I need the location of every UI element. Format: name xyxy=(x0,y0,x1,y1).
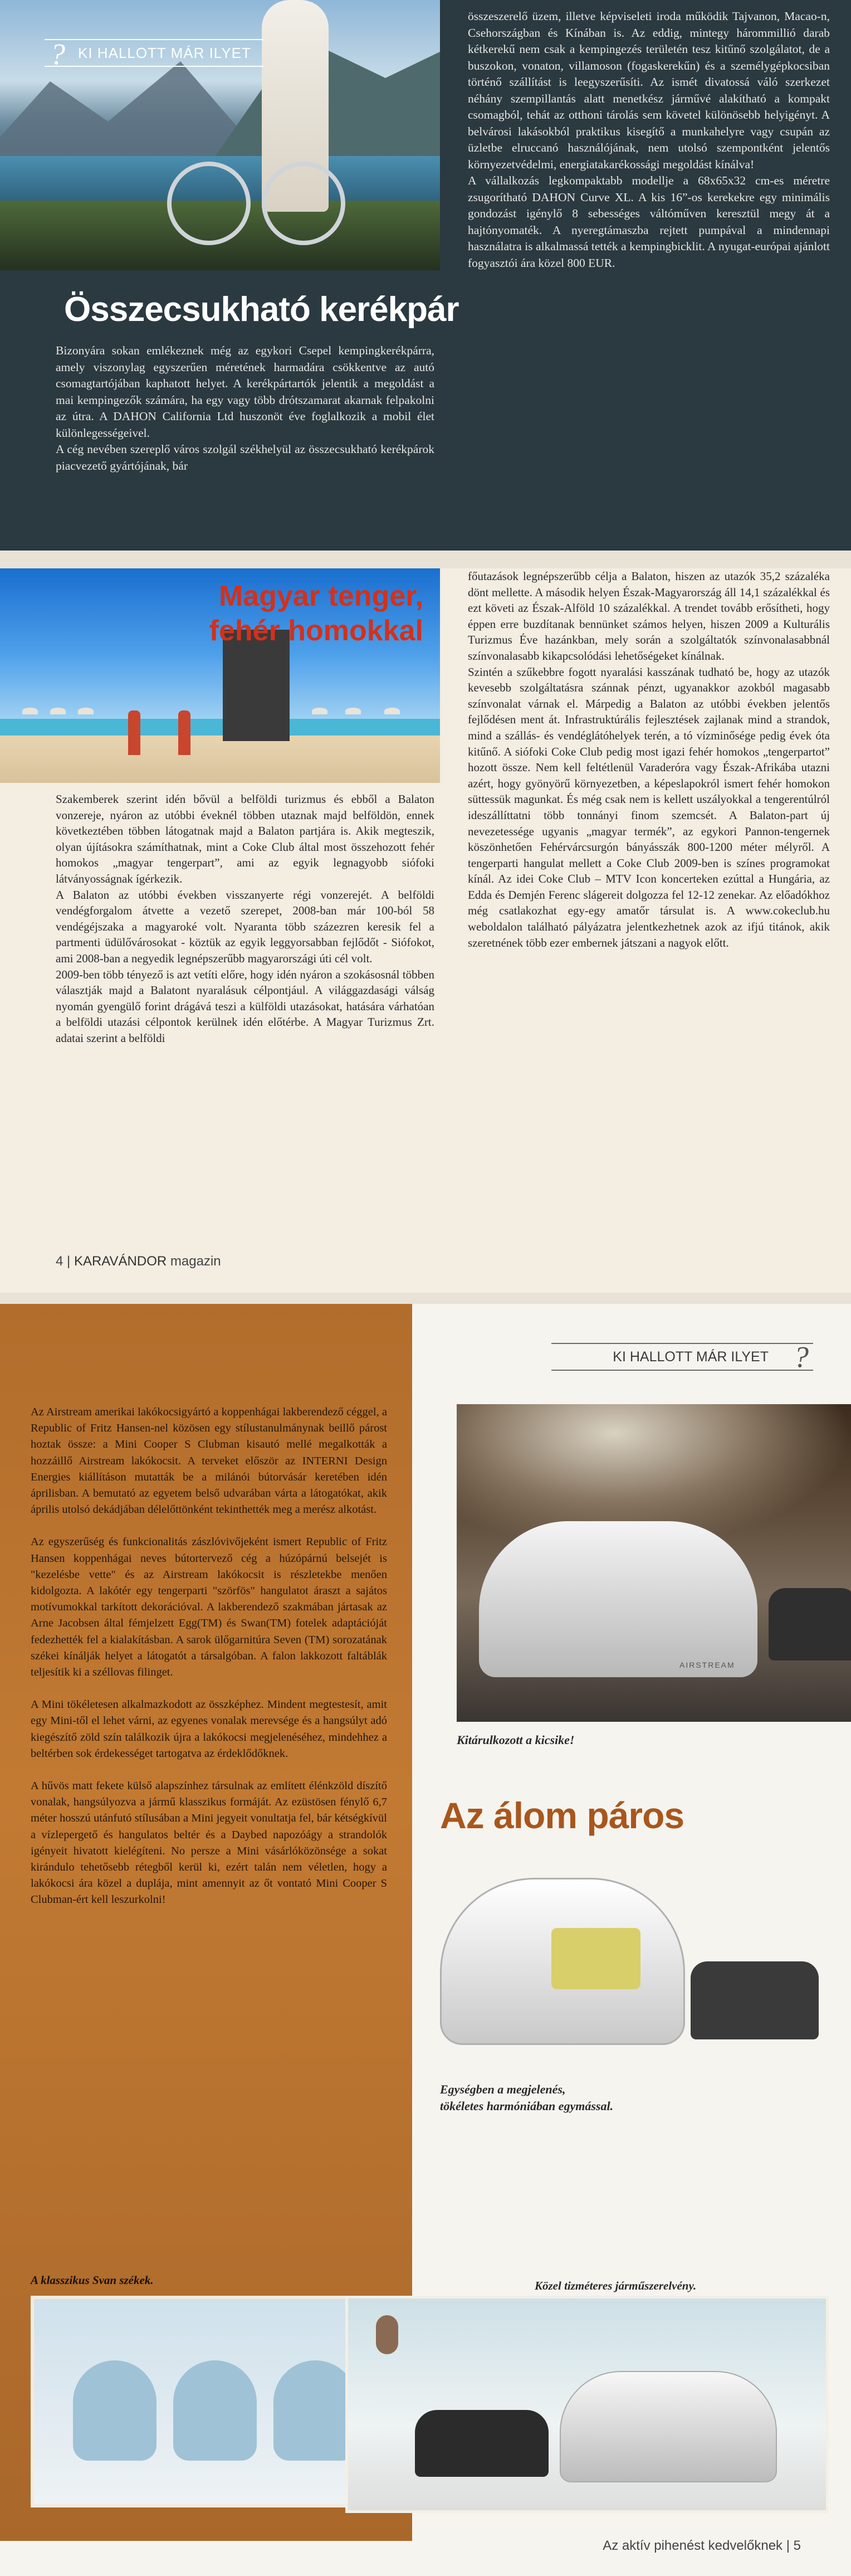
article-balaton xyxy=(0,568,851,1293)
article-headline: Összecsukható kerékpár xyxy=(64,290,459,329)
trailer-window xyxy=(551,1928,640,1989)
photo-caption-unity xyxy=(440,2081,613,2115)
mini-car xyxy=(769,1588,851,1660)
section-badge-label: KI HALLOTT MÁR ILYET xyxy=(613,1348,769,1365)
person-figure xyxy=(178,710,190,755)
bicycle-wheel xyxy=(262,162,345,245)
photo-caption-length: Közel tizméteres járműszerelvény. xyxy=(535,2279,697,2292)
swan-chair xyxy=(173,2360,257,2461)
bicycle-photo xyxy=(0,0,440,270)
swan-chair xyxy=(73,2360,156,2461)
article-left-column xyxy=(31,1404,387,1925)
paragraph: Szakemberek szerint idén bővül a belföldi turizmus és ebből a Balaton vonzereje, nyáron az utóbbi éveknél többen utaznak majd belföldön, ennek következtében többen látogatnak majd a Balaton partjára is. Akik megteszik, olyan újításokra számíthatnak, mint a Coke Club által most összehozott fehér homokos „magyar tengerpart”, ami az egyik legnagyobb siófoki látványosságnak ígérkezik. xyxy=(56,792,434,885)
page-number: 5 xyxy=(793,2538,801,2553)
footer-separator: | xyxy=(67,1254,71,1269)
caption-line: tökéletes harmóniában egymással. xyxy=(440,2099,614,2113)
section-badge xyxy=(45,37,263,71)
paragraph: összeszerelő üzem, illetve képviseleti iroda működik Tajvanon, Macao-n, Csehországban és Kínában is. Az eddig, mintegy hárommillió darab kétkerekű nem csak a kempingezés területén tesz kitűnő szolgálatot, de a buszokon, vonaton, villamoson (fogaskerekűn) és a személygépkocsiban történő szállítást is leegyszerűsíti. Az ismét divatossá váló szerkezet néhány szempillantás alatt menetkész járművé alakítható a kompakt csomagból, tehát az otthoni tárolás sem követel különösebb helyigényt. A belvárosi lakásokból praktikus kisegítő a munkahelyre vagy csupán az üzletbe elruccanó használójának, nem utolsó szempontként jelentős környezetvédelmi, energiatakarékossági megoldást kínálva! xyxy=(468,9,830,171)
paragraph: A cég nevében szereplő város szolgál székhelyül az összecsukható kerékpárok piacvezető gyártójának, bár xyxy=(56,442,434,473)
article-headline: Az álom páros xyxy=(440,1795,684,1836)
swan-chair xyxy=(273,2360,357,2461)
airstream-trailer xyxy=(479,1521,757,1677)
article-left-column xyxy=(56,343,434,474)
footer-separator: | xyxy=(786,2538,790,2553)
footer-tagline: Az aktív pihenést kedvelőknek xyxy=(603,2538,783,2553)
page-number: 4 xyxy=(56,1254,63,1269)
paragraph: A Mini tökéletesen alkalmazkodott az összképhez. Mindent megtestesít, amit egy Mini-től el lehet várni, az egyenes vonalak merevsége és a hangsúlyt adó kiegészítő zöld szín találkozik újra a lakókocsi megjelenéséhez, mindehhez a beltérben sok érdekességet tartogatva az érdeklődőknek. xyxy=(31,1698,387,1760)
swan-chairs-photo xyxy=(31,2296,382,2507)
trailer-interior-photo xyxy=(457,1404,851,1722)
section-badge-label: KI HALLOTT MÁR ILYET xyxy=(78,44,251,61)
magazine-title: KARAVÁNDOR xyxy=(74,1254,167,1269)
article-airstream xyxy=(0,1304,851,2576)
surfer-figure xyxy=(376,2315,398,2354)
car-and-trailer-photo xyxy=(345,2296,829,2513)
article-right-column xyxy=(468,568,830,951)
paragraph: Az egyszerűség és funkcionalitás zászlóvivőjeként ismert Republic of Fritz Hansen koppenhágai neves bútortervező cég a húzópárnú belsejét is "kezelésbe vette" és az Airstream lakókocsit is részletekbe menően kidolgozta. A lakótér egy tengerparti "szörfös" hangulatot áraszt a sajátos motívumokkal tarkított dekorációval. A lakberendező szakmában jártasak az Arne Jacobsen által fémjelzett Egg(TM) és Swan(TM) fotelek adaptációját fedezhették fel a kialakításban. A sarok ülőgarnitúra Seven (TM) sorozatának székei kínálják helyet a látogatót a társalgóban. A falon lakkozott faltáblák teljesítik ki a széllovas filinget. xyxy=(31,1536,387,1679)
section-badge xyxy=(551,1340,813,1374)
folding-bicycle xyxy=(167,150,323,245)
trailer-brand: AIRSTREAM xyxy=(679,1660,735,1669)
airstream-trailer xyxy=(560,2371,777,2482)
paragraph: Szintén a szűkebbre fogott nyaralási kasszának tudható be, hogy az utazók kevesebb szolgáltatásra szánnak pénzt, ugyanakkor azokból magasabb színvonalat várnak el. Márpedig a Balaton az utóbbi években jelentős fejlődésen ment át. Infrastruktúrális fejlesztések zajlanak mind a strandok, mind a szállás- és vendéglátóhelyek terén, a tó vízminősége pedig évek óta kitűnő. A siófoki Coke Club pedig most igazi fehér homokos „tengerpartot” hozott össze. Nem kell feltétlenül Varaderóra vagy Észak-Afrikába utazni azért, hogy gyönyörű környezetben, a képeslapokról ismert fehér homokon süttessük magunkat. És még csak nem is kellett uszályokkal a tengerentúlról ideszállíttatni több tonnányi finom szemcsét. A Balaton-part új nevezetessége ugyanis „magyar termék”, az egykori Pannon-tengernek köszönhetően Fehérvárcsurgón bányásszák 800-1200 méter mélyről. A tengerparti hangulat mellett a Coke Club 2009-ben is színes programokat kínál. Az idei Coke Club – MTV Icon koncerteken ezúttal a Hungária, az Edda és Demjén Ferenc slágereit dolgozza fel 12-12 zenekar. Az előadókhoz még csatlakozhat egy-egy amatőr társulat is. A www.cokeclub.hu weboldalon található pályázatra jelentkezhetnek azok az ifjú titánok, akik szeretnének több ezer embernek játszani a nagyok előtt. xyxy=(468,665,830,949)
umbrella-icon xyxy=(384,708,400,714)
umbrella-icon xyxy=(50,708,66,714)
paragraph: Bizonyára sokan emlékeznek még az egykori Csepel kempingkerékpárra, amely viszonylag egyszerűen méretének harmadára csökkentve az autó csomagtartójában kaphatott helyet. A kerékpártartók jelentik a megoldást a mai kempingezők számára, ha egy vagy több drótszamarat akarnak felpakolni az útra. A DAHON California Ltd huszonöt éve foglalkozik a mobil élet különlegességeivel. xyxy=(56,344,434,440)
photo-caption-small: Kitárulkozott a kicsike! xyxy=(457,1733,575,1747)
article-bicycle xyxy=(0,0,851,551)
umbrella-icon xyxy=(312,708,327,714)
sand-shape xyxy=(0,736,440,783)
umbrella-icon xyxy=(345,708,361,714)
paragraph: A hűvös matt fekete külső alapszínhez társulnak az említett élénkzöld díszítő vonalak, hangsúlyozva a jármű klasszikus formáját. Az ezüstösen fénylő 6,7 méter hosszú utánfutó stílusában a Mini jegyeit vonultatja fel, bár kétségkívül a vízlepergető és hangulatos beltér és a Daybed napozóágy a strandolók igényeit hivatott kielégíteni. No persze a Mini vásárlóközönsége a sokat kirándulo tehetősebb rétegből kerül ki, ezért talán nem véletlen, hogy a lakókocsi ára közel a duplája, mint amennyit az őt vontató Mini Cooper S Clubman-ért kell leszurkolni! xyxy=(31,1780,387,1906)
umbrella-icon xyxy=(22,708,38,714)
paragraph: Az Airstream amerikai lakókocsigyártó a koppenhágai lakberendező céggel, a Republic of Fritz Hansen-nel közösen egy stílustanulmánynak beillő párost hoztak össze: a Mini Cooper S Clubman kisautó mellé megalkották a hozzáillő Airstream lakókocsit. A terveket először az INTERNI Design Energies kiállításon mutatták be a milánói bútorvásár keretében idén áprilisban. A bemutató az egyetem belső udvarában várta a látogatókat, akik április utolsó dekádjában délelőttönként tekinthették meg a merész alkotást. xyxy=(31,1406,387,1516)
page-footer xyxy=(603,2538,801,2554)
swan-chairs-caption: A klasszikus Svan székek. xyxy=(31,2273,154,2287)
umbrella-icon xyxy=(78,708,94,714)
article-left-column xyxy=(56,791,434,1046)
article-right-column xyxy=(468,8,830,271)
paragraph: A vállalkozás legkompaktabb modellje a 68x65x32 cm-es méretre zsugorítható DAHON Curve XL. A kis 16”-os kerekekre egy minimális gondozást igénylő 8 sebességes váltóműven keresztül megy át a hajtónyomaték. A nyeregtámaszba rejtett pumpával a mindennapi használatra is alkalmassá tették a kempingbicklit. A nyugat-európai ajánlott fogyasztói ára közel 800 EUR. xyxy=(468,174,830,270)
paragraph: főutazások legnépszerűbb célja a Balaton, hiszen az utazók 35,2 százaléka dönt mellette. A második helyen Észak-Magyarország áll 14,1 százalékkal és ezt követi az Észak-Alföld 10 százalékkal. A trendet tovább erősítheti, hogy éppen erre buzdítanak bennünket számos helyen, hiszen 2009 a Kulturális Turizmus Éve hazánkban, mely során a szolgáltatók színvonalasabbnál színvonalasabb kikapcsolódási lehetőségeket kínálnak. xyxy=(468,569,830,663)
magazine-subtitle: magazin xyxy=(170,1254,221,1269)
paragraph: 2009-ben több tényező is azt vetíti előre, hogy idén nyáron a szokásosnál többen választják majd a Balatont nyaralásuk célpontjául. A világgazdasági válság nyomán gyengülő forint drágává teszi a külföldi utazásokat, hatására várhatóan a belföldi utazási célpontok kerülnek idén előtérbe. A Magyar Turizmus Zrt. adatai szerint a belföldi xyxy=(56,967,434,1045)
page-footer xyxy=(56,1254,221,1269)
article-headline-line1: Magyar tenger, xyxy=(218,580,423,612)
bicycle-wheel xyxy=(167,162,251,245)
paragraph: A Balaton az utóbbi években visszanyerte régi vonzerejét. A belföldi vendégforgalom átvette a vezető szerepet, 2008-ban már 100-ból 58 vendégéjszaka a magyaroké volt. Nyaranta több százezren keresik fel a partmenti üdülővárosokat - köztük az egyik leggyorsabban fejlődőt - Siófokot, ami 2008-ban a negyedik legnépszerűbb magyarországi úti cél volt. xyxy=(56,888,434,965)
caption-line: Egységben a megjelenés, xyxy=(440,2082,566,2096)
article-headline-line2: fehér homokkal xyxy=(209,615,423,647)
mini-car xyxy=(415,2410,549,2477)
question-mark-icon: ? xyxy=(50,37,66,71)
mini-car xyxy=(691,1961,819,2039)
person-figure xyxy=(128,710,140,755)
trailer-exterior-photo xyxy=(440,1867,830,2073)
question-mark-icon: ? xyxy=(794,1340,809,1374)
